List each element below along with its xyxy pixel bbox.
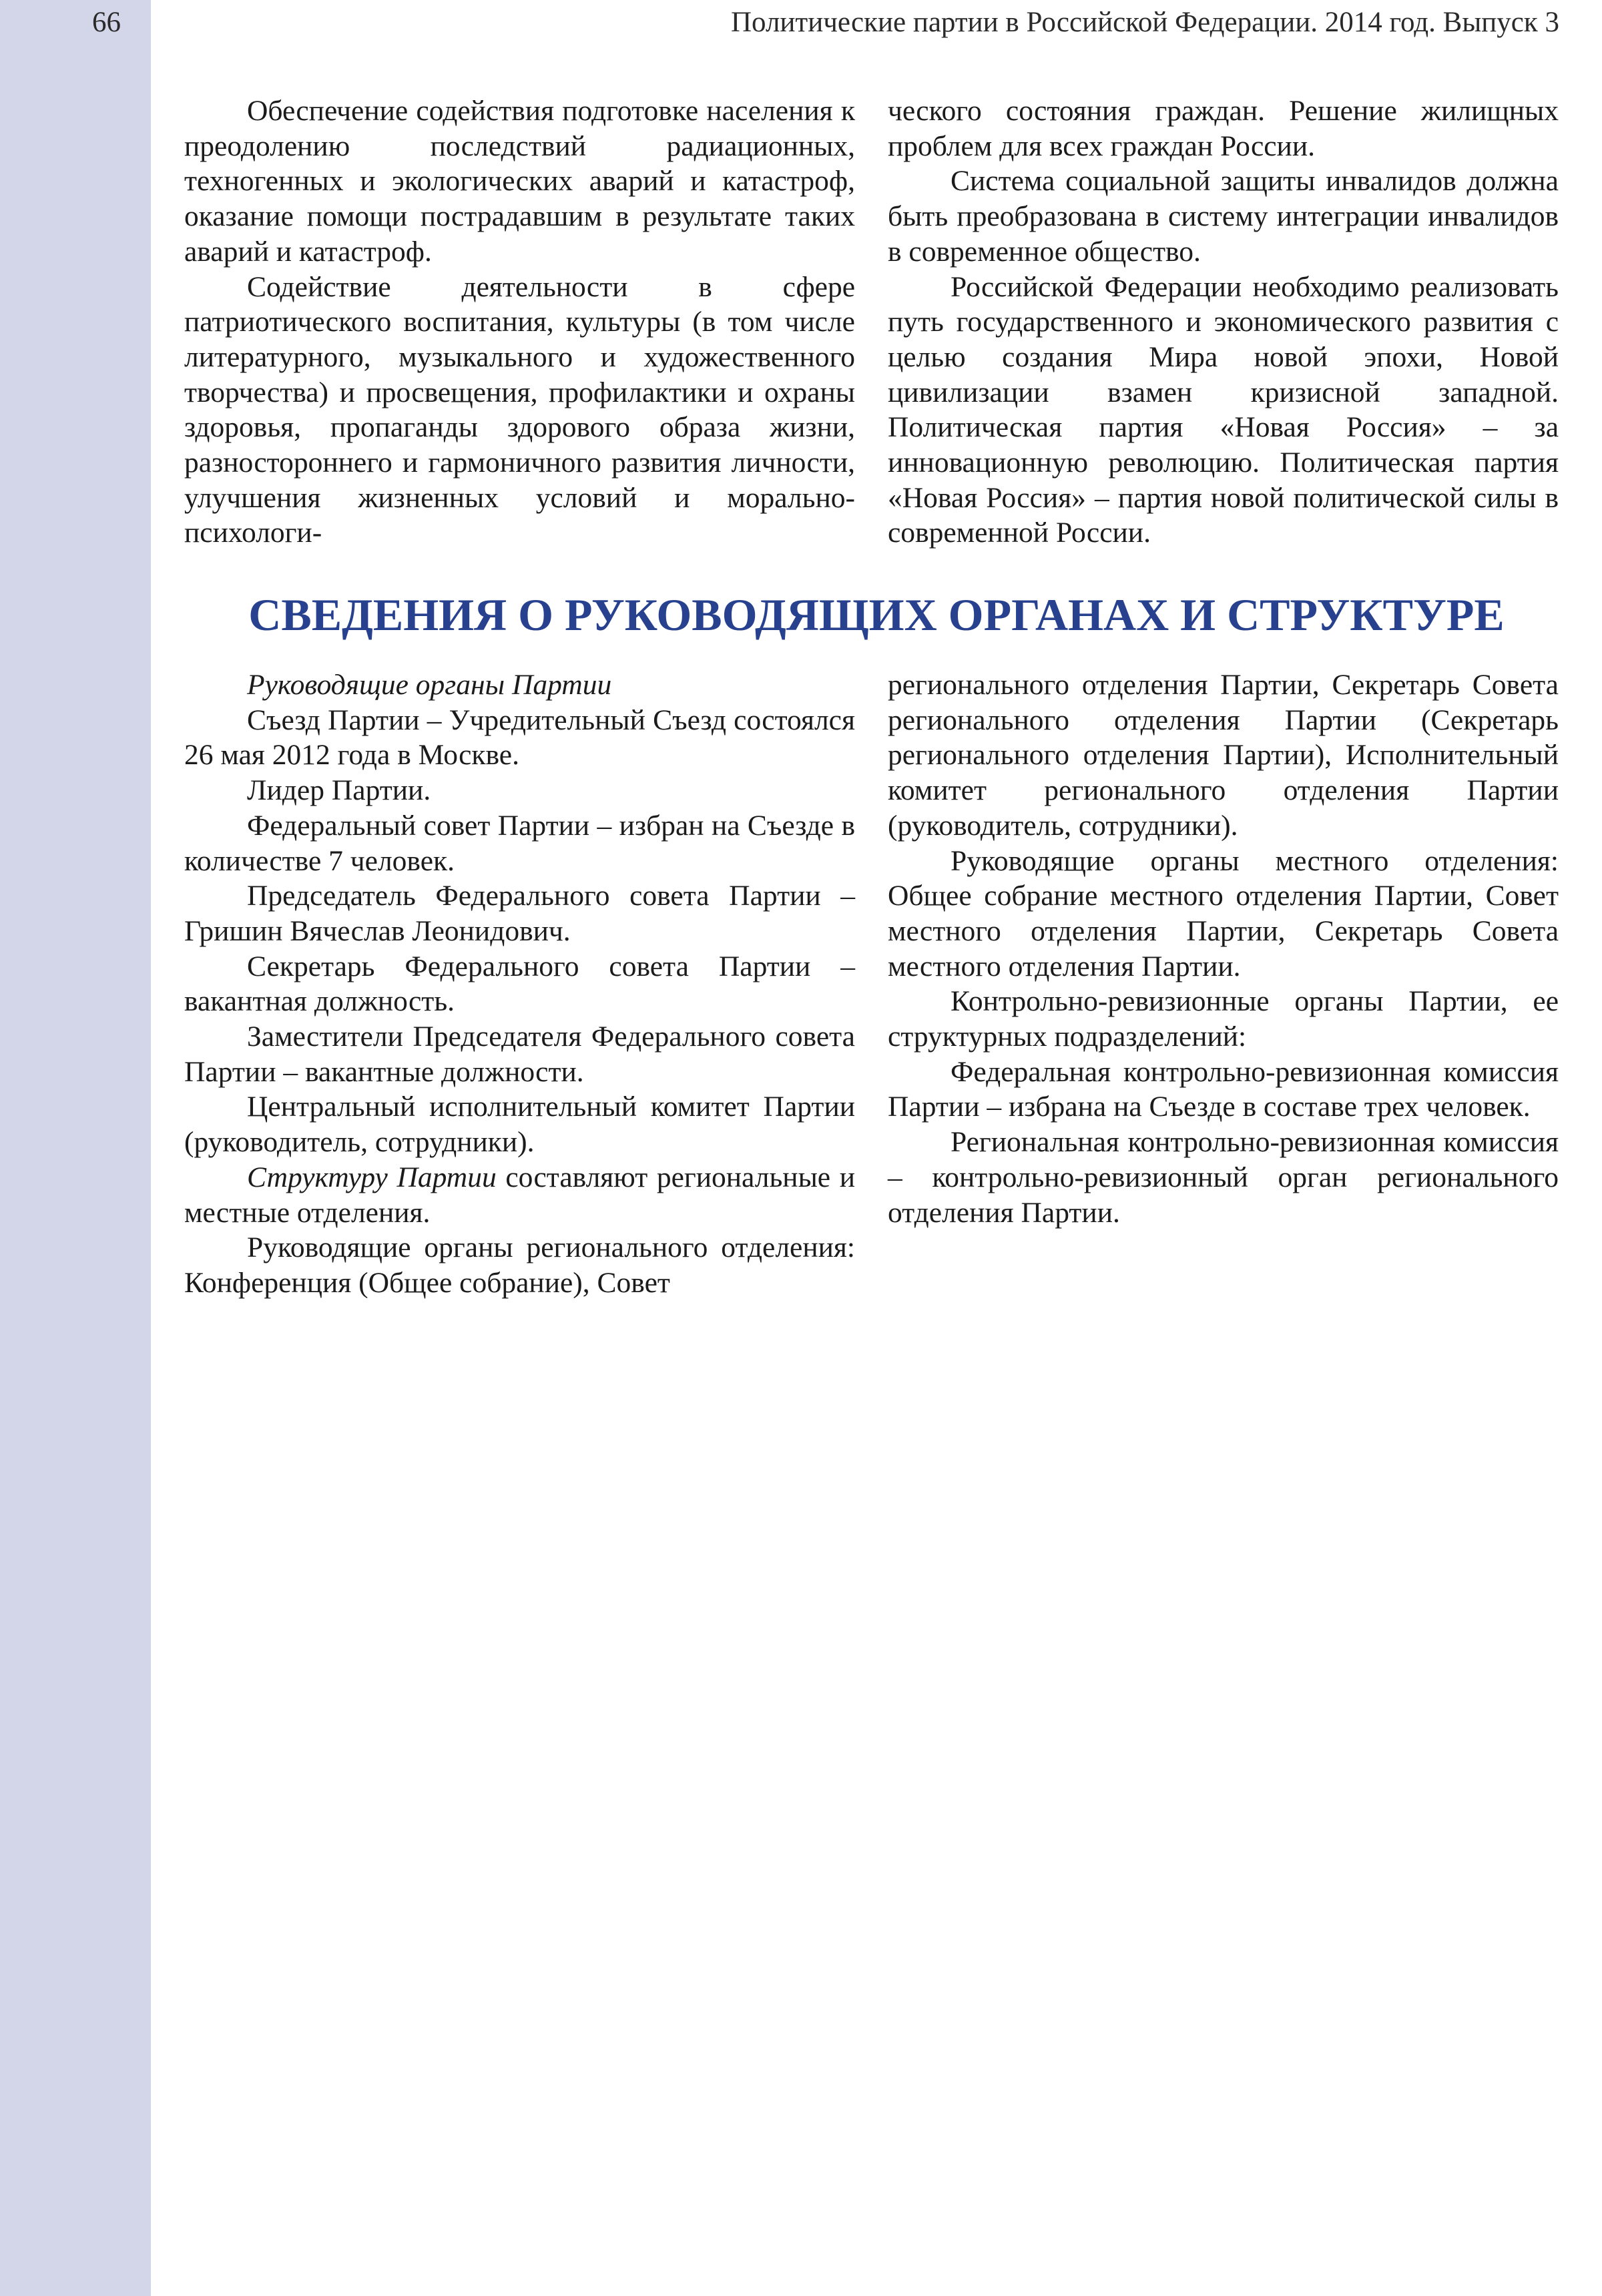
structure-term: Структуру Партии [247,1161,497,1193]
paragraph: Заместители Председателя Федерального совета Партии – вакантные должности. [184,1021,855,1088]
paragraph: Система социальной защиты инвалидов должна быть преобразована в систему интеграции инвалидов в современное общество. [888,165,1559,268]
paragraph: Региональная контрольно-ревизионная комиссия – контрольно-ревизионный орган регионального отделения Партии. [888,1126,1559,1229]
paragraph: Контрольно-ревизионные органы Партии, ее структурных подразделений: [888,985,1559,1053]
top-right-column [888,93,1559,551]
paragraph: Содействие деятельности в сфере патриотического воспитания, культуры (в том числе литературного, музыкального и художественного творчества) и просвещения, профилактики и охраны здоровья, пропаганды здорового образа жизни, разностороннего и гармоничного развития личности, улучшения жизненных условий и морально-психологи- [184,270,855,549]
continued-paragraph: регионального отделения Партии, Секретарь Совета регионального отделения Партии (Секретарь регионального отделения Партии), Исполнительный комитет регионального отделения Партии (руководитель, сотрудники). [888,669,1559,842]
bottom-left-column [184,667,855,1301]
top-left-column [184,93,855,551]
paragraph: Председатель Федерального совета Партии – Гришин Вячеслав Леонидович. [184,880,855,947]
paragraph: Руководящие органы местного отделения: Общее собрание местного отделения Партии, Совет местного отделения Партии, Секретарь Совета местного отделения Партии. [888,844,1559,982]
paragraph: Центральный исполнительный комитет Партии (руководитель, сотрудники). [184,1091,855,1159]
paragraph: Федеральная контрольно-ревизионная комиссия Партии – избрана на Съезде в составе трех человек. [888,1055,1559,1123]
subheading-text: Руководящие органы Партии [247,669,612,701]
paragraph: Руководящие органы регионального отделения: Конференция (Общее собрание), Совет [184,1231,855,1299]
paragraph [184,1160,855,1230]
paragraph: Лидер Партии. [247,774,431,807]
paragraph: Секретарь Федерального совета Партии – вакантная должность. [184,950,855,1018]
paragraph: Федеральный совет Партии – избран на Съезде в количестве 7 человек. [184,809,855,877]
paragraph: Российской Федерации необходимо реализовать путь государственного и экономического развития с целью создания Мира новой эпохи, Новой цивилизации взамен кризисной западной. Политическая партия «Новая Россия» – за инновационную революцию. Политическая партия «Новая Россия» – партия новой политической силы в современной России. [888,270,1559,549]
page-number: 66 [92,7,121,38]
margin-band [0,0,151,2296]
structure-text: составляют региональные и местные отделения. [184,1161,855,1229]
section-heading: СВЕДЕНИЯ О РУКОВОДЯЩИХ ОРГАНАХ И СТРУКТУРЕ [248,589,1505,640]
paragraph: Обеспечение содействия подготовке населения к преодолению последствий радиационных, техногенных и экологических аварий и катастроф, оказание помощи пострадавшим в результате таких аварий и катастроф. [184,95,855,268]
paragraph: Съезд Партии – Учредительный Съезд состоялся 26 мая 2012 года в Москве. [184,703,855,772]
bottom-right-column [888,667,1559,1230]
continued-paragraph: ческого состояния граждан. Решение жилищных проблем для всех граждан России. [888,95,1559,162]
subheading [184,667,855,703]
running-header: Политические партии в Российской Федерации. 2014 год. Выпуск 3 [730,7,1559,38]
